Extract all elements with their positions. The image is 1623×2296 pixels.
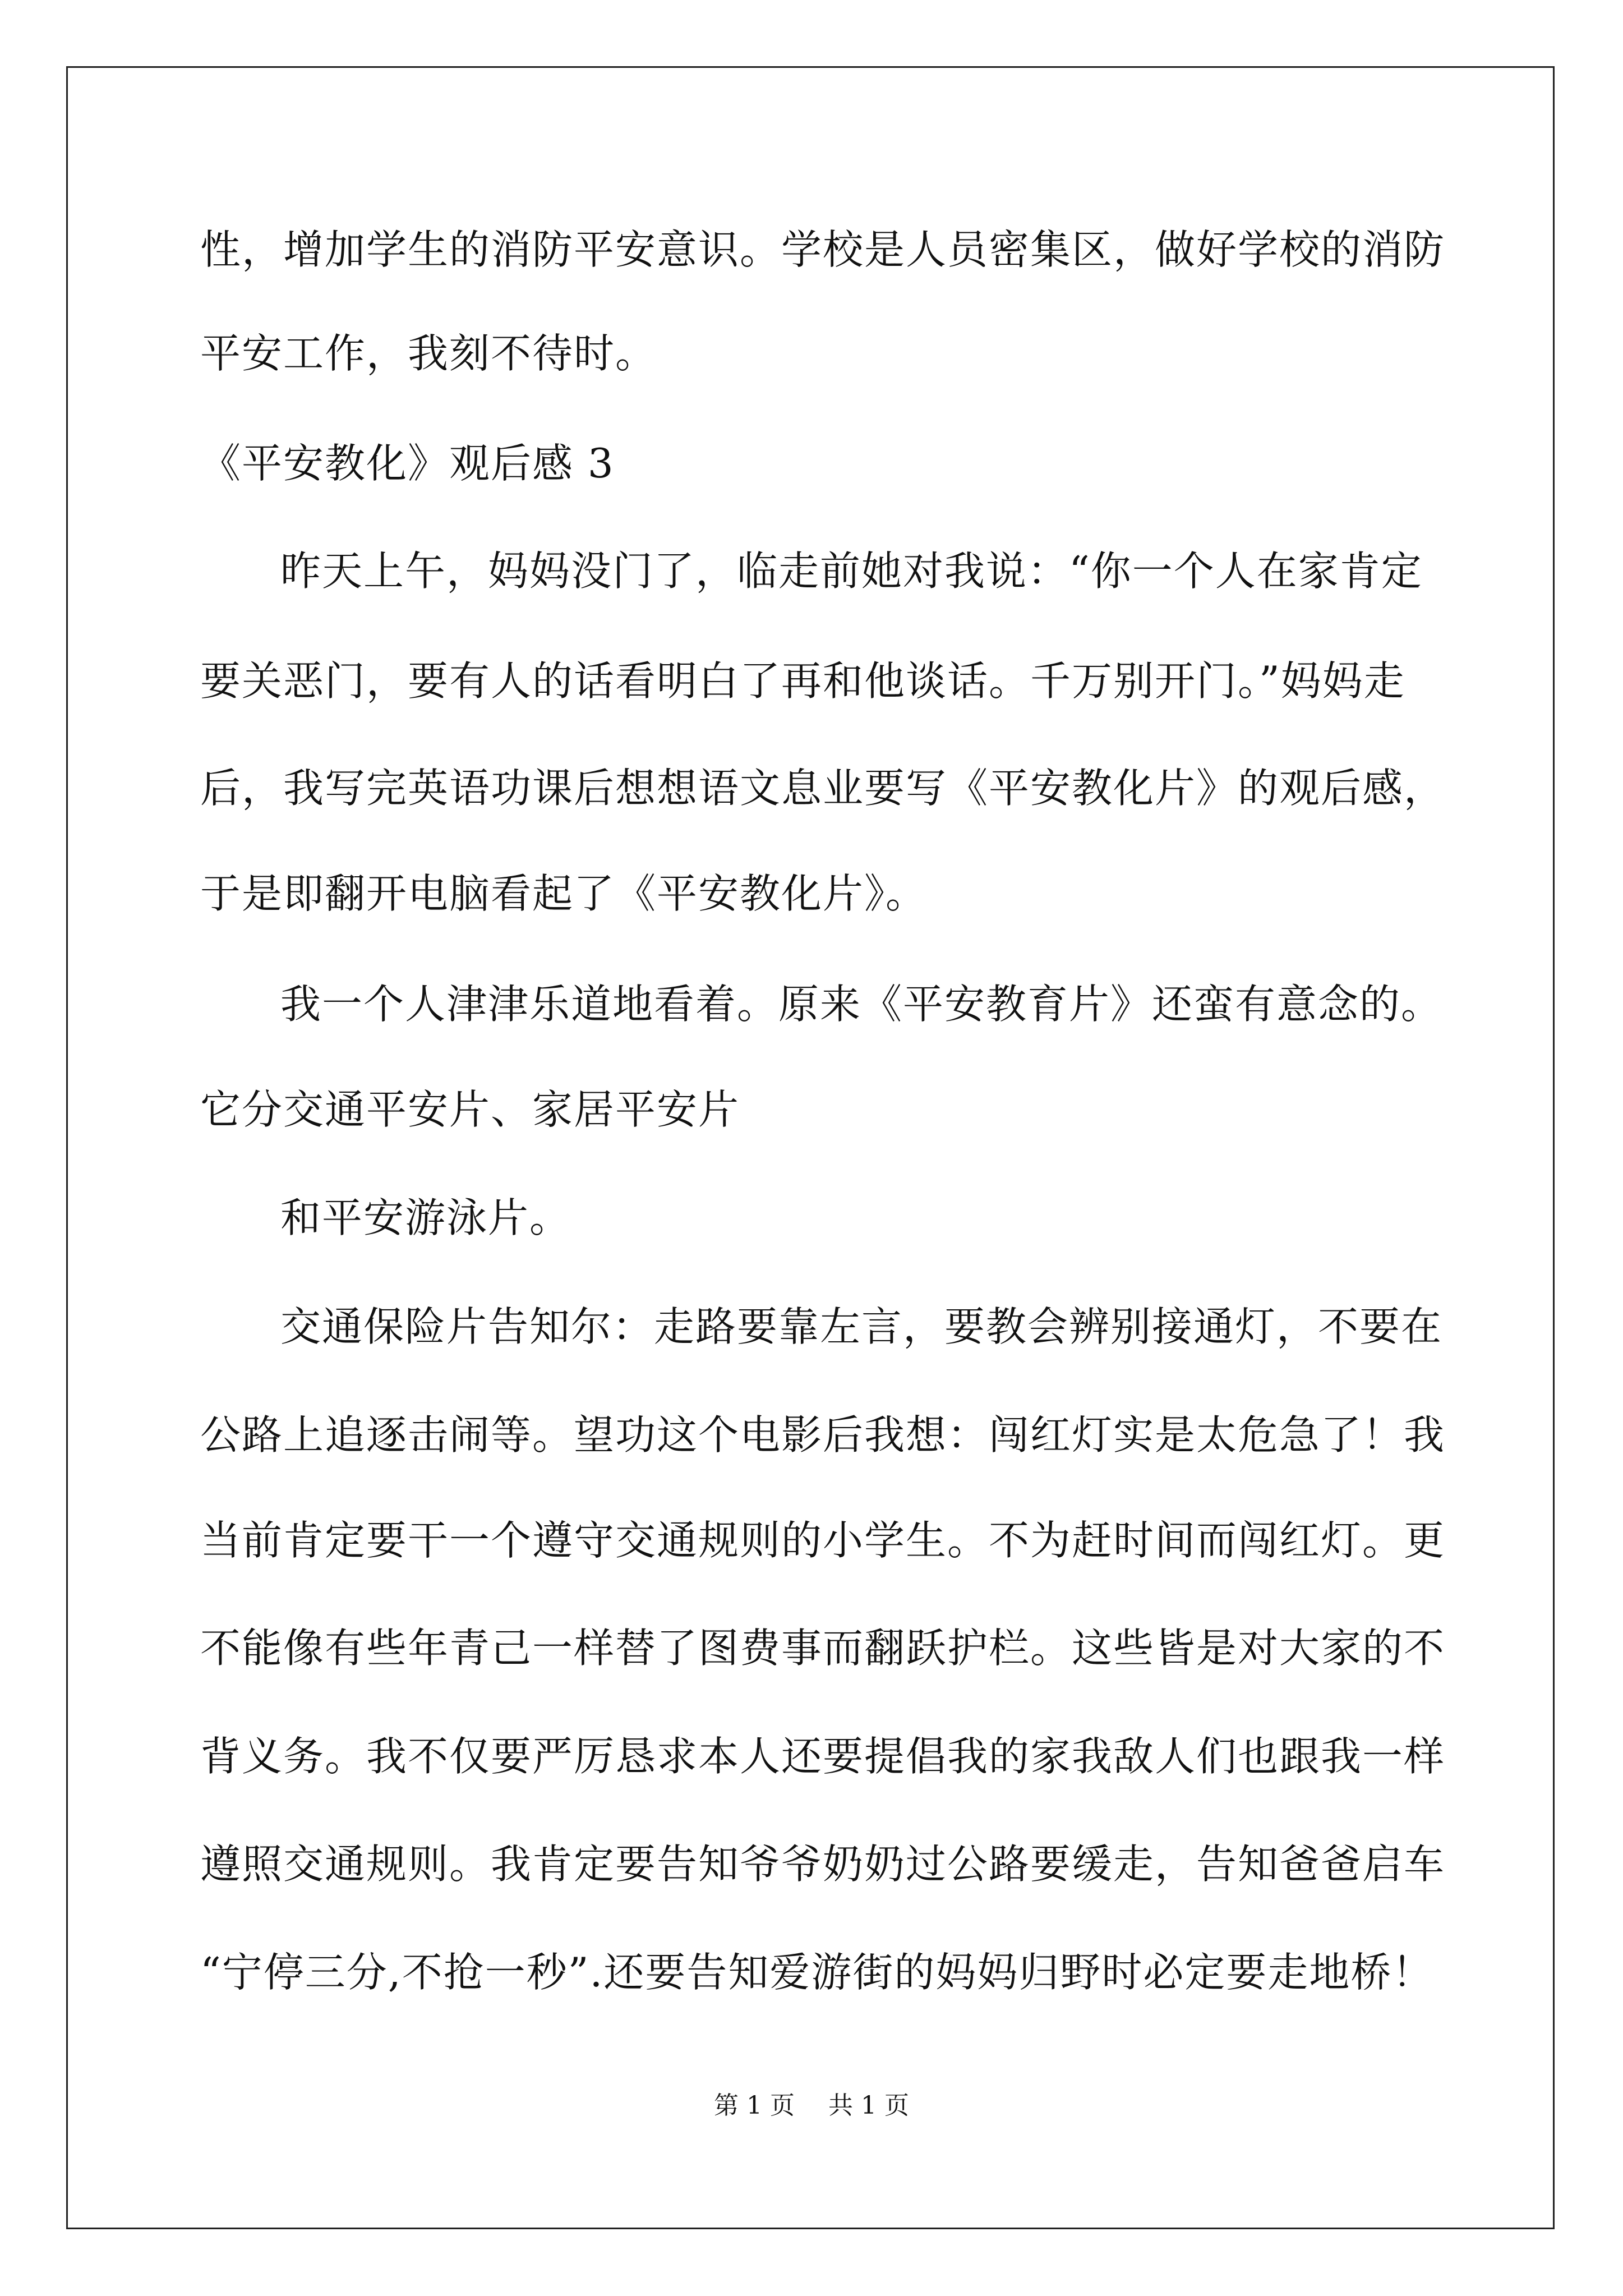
paragraph-line: 后，我写完英语功课后想想语文息业要写《平安教化片》的观后感， (200, 765, 1446, 812)
paragraph-line: 交通保险片告知尔：走路要靠左言，要教会辨别接通灯，不要在 (280, 1303, 1443, 1350)
paragraph-line: 它分交通平安片、家居平安片 (200, 1086, 740, 1133)
paragraph-line: “宁停三分,不抢一秒”.还要告知爱游街的妈妈归野时必定要走地桥！ (200, 1949, 1434, 1996)
paragraph-line: 性，增加学生的消防平安意识。学校是人员密集区，做好学校的消防 (200, 226, 1446, 273)
page-footer (0, 2089, 1623, 2123)
paragraph-line: 背义务。我不仅要严厉恳求本人还要提倡我的家我敌人们也跟我一样 (200, 1733, 1446, 1780)
page-number: 第 1 页 (714, 2091, 795, 2120)
paragraph-line: 和平安游泳片。 (280, 1194, 571, 1241)
paragraph-line: 要关恶门，要有人的话看明白了再和他谈话。千万别开门。”妈妈走 (200, 657, 1405, 705)
paragraph-line: 不能像有些年青己一样替了图费事而翻跃护栏。这些皆是对大家的不 (200, 1625, 1446, 1672)
paragraph-line: 遵照交通规则。我肯定要告知爷爷奶奶过公路要缓走，告知爸爸启车 (200, 1841, 1446, 1888)
paragraph-line: 公路上追逐击闹等。望功这个电影后我想：闯红灯实是太危急了！我 (200, 1411, 1446, 1458)
paragraph-line: 平安工作，我刻不待时。 (200, 330, 657, 377)
section-heading: 《平安教化》观后感 3 (200, 440, 615, 487)
page-total: 共 1 页 (828, 2091, 909, 2120)
paragraph-line: 昨天上午，妈妈没门了，临走前她对我说：“你一个人在家肯定 (280, 547, 1423, 595)
paragraph-line: 于是即翻开电脑看起了《平安教化片》。 (200, 870, 928, 917)
page-border (66, 66, 1555, 2229)
paragraph-line: 当前肯定要干一个遵守交通规则的小学生。不为赶时间而闯红灯。更 (200, 1517, 1446, 1564)
paragraph-line: 我一个人津津乐道地看着。原来《平安教育片》还蛮有意念的。 (280, 981, 1443, 1028)
